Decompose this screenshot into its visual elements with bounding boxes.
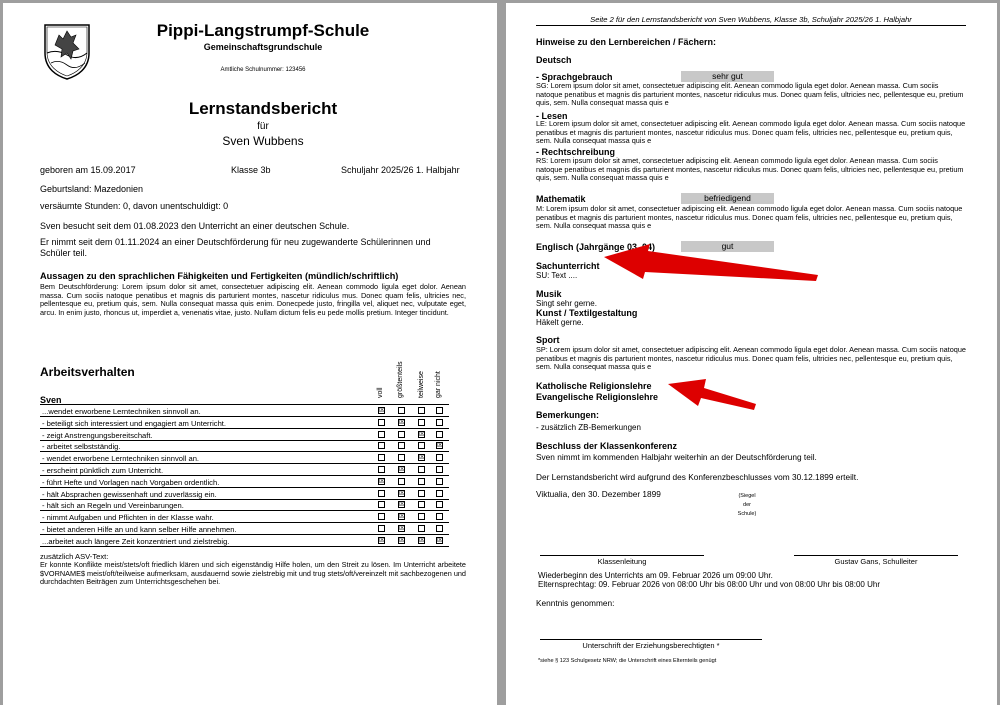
missed-hours: versäumte Stunden: 0, davon unentschuldigt: 0 xyxy=(40,201,229,211)
footnote: *siehe § 123 Schulgesetz NRW; die Unterschrift eines Elternteils genügt xyxy=(538,658,717,664)
behaviour-label: - erscheint pünktlich zum Unterricht. xyxy=(42,466,164,475)
rating-checkbox[interactable] xyxy=(436,490,443,497)
rating-checkbox[interactable] xyxy=(378,513,385,520)
rating-checkbox[interactable] xyxy=(418,490,425,497)
issued-statement: Der Lernstandsbericht wird aufgrund des Konferenzbeschlusses vom 30.12.1899 erteilt. xyxy=(536,472,859,482)
table-row xyxy=(40,488,449,500)
subject-englisch: Englisch (Jahrgänge 03, 04) xyxy=(536,242,656,252)
rating-checkbox[interactable]: ☒ xyxy=(399,524,406,532)
table-row xyxy=(40,464,449,476)
school-type: Gemeinschaftsgrundschule xyxy=(203,42,323,52)
page-2-header: Seite 2 für den Lernstandsbericht von Sven Wubbens, Klasse 3b, Schuljahr 2025/26 1. Halbjahr xyxy=(536,15,966,26)
rating-checkbox[interactable] xyxy=(418,407,425,414)
subject-rechtschreibung: - Rechtschreibung xyxy=(536,147,616,157)
subject-mathematik: Mathematik xyxy=(536,194,586,204)
class-teacher-signature: Klassenleitung xyxy=(540,555,704,566)
rating-checkbox[interactable] xyxy=(378,525,385,532)
rating-checkbox[interactable] xyxy=(418,501,425,508)
subjects-heading: Hinweise zu den Lernbereichen / Fächern: xyxy=(536,37,717,47)
conference-heading: Beschluss der Klassenkonferenz xyxy=(536,441,678,451)
report-page-1 xyxy=(3,3,497,705)
rating-checkbox[interactable]: ☒ xyxy=(399,465,406,473)
text-lesen: LE: Lorem ipsum dolor sit amet, consectetuer adipiscing elit. Aenean commodo ligula eget dolor. Aenean massa. Cum sociis natoque penatibus et magnis dis parturient montes, nascetur ridiculus mus. Donec quam felis, ultricies nec, pellentesque eu, pretium quis, sem. Nulla consequat massa quis e xyxy=(536,119,966,146)
behaviour-label: - zeigt Anstrengungsbereitschaft. xyxy=(42,430,153,440)
subject-kunst: Kunst / Textilgestaltung xyxy=(536,308,638,318)
rating-checkbox[interactable]: ☒ xyxy=(399,417,406,426)
rating-checkbox[interactable]: ☒ xyxy=(437,535,444,544)
rating-checkbox[interactable] xyxy=(378,419,385,426)
rating-checkbox[interactable] xyxy=(436,407,443,414)
table-row xyxy=(40,429,449,441)
remarks-text: - zusätzlich ZB-Bemerkungen xyxy=(536,423,641,432)
restart-date: Wiederbeginn des Unterrichts am 09. Februar 2026 um 09:00 Uhr. xyxy=(538,571,773,580)
subject-sachunterricht: Sachunterricht xyxy=(536,261,600,271)
table-row xyxy=(40,511,449,523)
rating-checkbox[interactable] xyxy=(398,454,405,461)
behaviour-label: - arbeitet selbstständig. xyxy=(42,442,121,452)
red-arrow-icon xyxy=(604,243,820,283)
language-support-note: Er nimmt seit dem 01.11.2024 an einer Deutschförderung für neu zugewanderte Schülerinnen und Schüler teil. xyxy=(40,237,431,258)
rating-checkbox[interactable] xyxy=(436,478,443,485)
rating-checkbox[interactable] xyxy=(378,490,385,497)
table-row xyxy=(40,417,449,429)
rating-checkbox[interactable]: ☒ xyxy=(399,488,406,497)
rating-checkbox[interactable] xyxy=(398,431,405,438)
student-name: Sven Wubbens xyxy=(222,134,304,148)
rating-checkbox[interactable] xyxy=(398,478,405,485)
subject-sport: Sport xyxy=(536,335,560,345)
subject-lesen: - Lesen xyxy=(536,111,568,121)
rating-checkbox[interactable] xyxy=(378,442,385,449)
behaviour-label: - nimmt Aufgaben und Pflichten in der Klasse wahr. xyxy=(42,513,214,523)
text-kunst: Häkelt gerne. xyxy=(536,318,584,327)
place-date: Viktualia, den 30. Dezember 1899 xyxy=(536,489,661,499)
behaviour-label: - hält Absprachen gewissenhaft und zuverlässig ein. xyxy=(42,489,217,499)
asv-text: Er konnte Konflikte meist/stets/oft friedlich klären und sich eigenständig Hilfe holen, um den Streit zu lösen. Im Unterricht arbeitete $VORNAME$ meist/oft/teilweise aufmerksam, ausdauernd sowie zielstrebig mit und trug stets/oft/vereinzelt mit sachbezogenen und durchdachten Beiträgen zum Unterrichtsgeschehen bei. xyxy=(40,560,466,587)
rating-checkbox[interactable] xyxy=(418,466,425,473)
subject-deutsch: Deutsch xyxy=(536,55,572,65)
conference-text: Sven nimmt im kommenden Halbjahr weiterhin an der Deutschförderung teil. xyxy=(536,452,817,462)
rating-checkbox[interactable]: ☒ xyxy=(399,500,406,509)
document-title: Lernstandsbericht xyxy=(188,99,338,118)
guardian-signature: Unterschrift der Erziehungsberechtigten * xyxy=(540,639,762,650)
behaviour-label: ...wendet erworbene Lerntechniken sinnvoll an. xyxy=(42,407,201,416)
behaviour-label: - hält sich an Regeln und Vereinbarungen. xyxy=(42,501,184,511)
rating-checkbox[interactable] xyxy=(418,419,425,426)
column-groesstenteils: größtenteils xyxy=(397,361,404,398)
red-arrow-icon xyxy=(668,370,758,412)
rating-checkbox[interactable]: ☒ xyxy=(399,535,406,544)
rating-checkbox[interactable] xyxy=(436,513,443,520)
behaviour-label: - führt Hefte und Vorlagen nach Vorgaben ordentlich. xyxy=(42,477,220,487)
text-sprachgebrauch: SG: Lorem ipsum dolor sit amet, consectetuer adipiscing elit. Aenean commodo ligula eget dolor. Aenean massa. Cum sociis natoque penatibus et magnis dis parturient montes, nascetur ridiculus mus. Donec quam felis, ultricies nec, pellentesque eu, pretium quis, sem. Nulla consequat massa quis e xyxy=(536,81,964,108)
table-student-name: Sven xyxy=(40,395,62,405)
birth-date: geboren am 15.09.2017 xyxy=(40,165,136,175)
remarks-heading: Bemerkungen: xyxy=(536,410,600,420)
text-musik: Singt sehr gerne. xyxy=(536,299,597,308)
rating-checkbox[interactable]: ☒ xyxy=(379,476,386,485)
grade-sprachgebrauch: sehr gut xyxy=(681,71,774,82)
text-sport: SP: Lorem ipsum dolor sit amet, consectetuer adipiscing elit. Aenean commodo ligula eget dolor. Aenean massa. Cum sociis natoque penatibus et magnis dis parturient montes, nascetur ridiculus mus. Donec quam felis, ultricies nec, pellentesque eu, pretium quis, sem. Nulla consequat massa quis e xyxy=(536,345,966,372)
school-seal: (Siegel der Schule) xyxy=(737,493,757,517)
rating-checkbox[interactable]: ☒ xyxy=(379,406,386,414)
text-mathematik: M: Lorem ipsum dolor sit amet, consectetuer adipiscing elit. Aenean commodo ligula eget dolor. Aenean massa. Cum sociis natoque penatibus et magnis dis parturient montes, nascetur ridiculus mus. Donec quam felis, ultricies nec, pellentesque eu, pretium quis, sem. Nulla consequat massa quis e xyxy=(536,204,963,231)
work-behaviour-title: Arbeitsverhalten xyxy=(40,365,135,379)
table-row xyxy=(40,476,449,488)
rating-checkbox[interactable] xyxy=(398,407,405,414)
rating-checkbox[interactable] xyxy=(436,419,443,426)
rating-checkbox[interactable] xyxy=(378,466,385,473)
column-voll: voll xyxy=(377,387,384,398)
behaviour-label: - bietet anderen Hilfe an und kann selber Hilfe annehmen. xyxy=(42,525,237,534)
rating-checkbox[interactable]: ☒ xyxy=(419,535,426,544)
rating-checkbox[interactable] xyxy=(436,466,443,473)
birth-country: Geburtsland: Mazedonien xyxy=(40,184,144,194)
school-year: Schuljahr 2025/26 1. Halbjahr xyxy=(341,165,460,175)
column-teilweise: teilweise xyxy=(418,371,425,398)
column-gar-nicht: gar nicht xyxy=(435,371,442,398)
subject-evangelische-religion: Evangelische Religionslehre xyxy=(536,392,659,402)
rating-checkbox[interactable]: ☒ xyxy=(379,535,386,544)
subject-musik: Musik xyxy=(536,289,562,299)
grade-englisch: gut xyxy=(681,241,774,252)
behaviour-label: - beteiligt sich interessiert und engagiert am Unterricht. xyxy=(42,418,227,428)
rating-checkbox[interactable] xyxy=(436,501,443,508)
coat-of-arms-icon xyxy=(43,23,91,81)
table-row xyxy=(40,405,449,417)
table-row xyxy=(40,452,449,464)
rating-checkbox[interactable]: ☒ xyxy=(419,429,426,438)
rating-checkbox[interactable] xyxy=(418,513,425,520)
table-row xyxy=(40,440,449,452)
acknowledged-label: Kenntnis genommen: xyxy=(536,598,615,608)
rating-checkbox[interactable]: ☒ xyxy=(437,441,444,450)
rating-checkbox[interactable] xyxy=(418,478,425,485)
rating-checkbox[interactable] xyxy=(378,501,385,508)
principal-signature: Gustav Gans, Schulleiter xyxy=(794,555,958,566)
attendance-since: Sven besucht seit dem 01.08.2023 den Unterricht an einer deutschen Schule. xyxy=(40,221,350,231)
school-name: Pippi-Langstrumpf-Schule xyxy=(156,21,370,40)
rating-checkbox[interactable] xyxy=(436,525,443,532)
school-number: Amtliche Schulnummer: 123456 xyxy=(220,67,306,73)
behaviour-label: ...arbeitet auch längere Zeit konzentriert und zielstrebig. xyxy=(42,536,230,546)
grade-mathematik: befriedigend xyxy=(681,193,774,204)
report-page-2 xyxy=(506,3,997,705)
asv-label: zusätzlich ASV-Text: xyxy=(40,552,109,561)
subject-sprachgebrauch: - Sprachgebrauch xyxy=(536,72,613,82)
language-skills-title: Aussagen zu den sprachlichen Fähigkeiten und Fertigkeiten (mündlich/schriftlich) xyxy=(40,271,399,281)
rating-checkbox[interactable] xyxy=(418,525,425,532)
table-row xyxy=(40,523,449,535)
rating-checkbox[interactable] xyxy=(418,442,425,449)
language-skills-text: Bem Deutschförderung: Lorem ipsum dolor sit amet, consectetuer adipiscing elit. Aenean commodo ligula eget dolor. Aenean massa. Cum sociis natoque penatibus et magnis dis parturient montes, nascetur ridiculus mus. Donec quam felis, ultricies nec, pellentesque eu, pretium quis, sem. Nulla consequat massa quis enim. Donecpede justo, fringilla vel, aliquet nec, vulputate eget, arcu. In enim justo, rhoncus ut, imperdiet a, venenatis vitae, justo. Nullam dictum felis eu pede mollis pretium. Integer tincidunt. xyxy=(40,282,466,318)
behaviour-label: - wendet erworbene Lerntechniken sinnvoll an. xyxy=(42,454,200,464)
rating-checkbox[interactable]: ☒ xyxy=(419,453,426,462)
for-label: für xyxy=(257,121,269,132)
parent-day: Elternsprechtag: 09. Februar 2026 von 08:00 Uhr bis 08:00 Uhr und von 08:00 Uhr bis 08:00 Uhr xyxy=(538,580,880,589)
rating-checkbox[interactable] xyxy=(436,431,443,438)
rating-checkbox[interactable] xyxy=(398,442,405,449)
rating-checkbox[interactable] xyxy=(378,431,385,438)
table-row xyxy=(40,499,449,511)
subject-katholische-religion: Katholische Religionslehre xyxy=(536,381,652,391)
rating-checkbox[interactable] xyxy=(378,454,385,461)
text-sachunterricht: SU: Text .... xyxy=(536,271,578,280)
text-rechtschreibung: RS: Lorem ipsum dolor sit amet, consectetuer adipiscing elit. Aenean commodo ligula eget dolor. Aenean massa. Cum sociis natoque penatibus et magnis dis parturient montes, nascetur ridiculus mus. Donec quam felis, ultricies nec, pellentesque eu, pretium quis, sem. Nulla consequat massa quis e xyxy=(536,156,964,183)
table-row xyxy=(40,535,449,547)
rating-checkbox[interactable] xyxy=(436,454,443,461)
class-label: Klasse 3b xyxy=(231,165,271,175)
rating-checkbox[interactable]: ☒ xyxy=(399,512,406,521)
